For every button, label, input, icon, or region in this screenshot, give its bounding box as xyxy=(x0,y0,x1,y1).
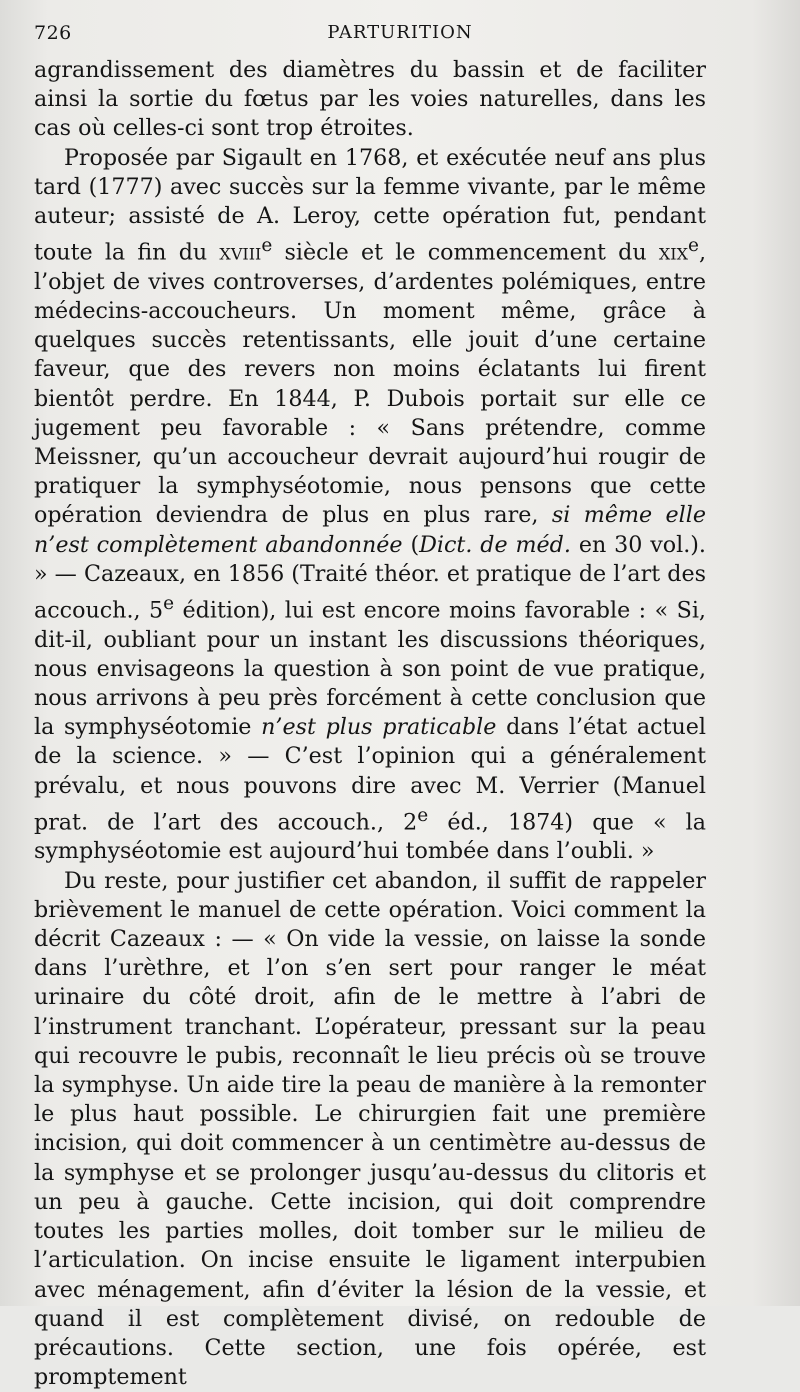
paragraph-history xyxy=(34,144,706,867)
page-header xyxy=(34,18,766,48)
page-number: 726 xyxy=(34,22,72,44)
text-run: siècle et le commencement du xyxy=(272,239,659,266)
text-run: édition), lui est encore moins favorable : « Si, dit-il, oubliant pour un instant les discussions théoriques, nous envisageons la question à son point de vue pratique, nous arrivons à peu près forcément à cette conclusion que la symphyséotomie xyxy=(34,597,706,741)
paragraph-procedure: Du reste, pour justifier cet abandon, il suffit de rappeler brièvement le manuel de cette opération. Voici comment la décrit Cazeaux : — « On vide la vessie, on laisse la sonde dans l’urèthre, et l’on s’en sert pour ranger le méat urinaire du côté droit, afin de le mettre à l’abri de l’instrument tranchant. L’opérateur, pressant sur la peau qui recouvre le pubis, reconnaît le lieu précis où se trouve la symphyse. Un aide tire la peau de manière à la remonter le plus haut possible. Le chirurgien fait une première incision, qui doit commencer à un centimètre au-dessus de la symphyse et se prolonger jusqu’au-dessus du clitoris et un peu à gauche. Cette incision, qui doit comprendre toutes les parties molles, doit tomber sur le milieu de l’articulation. On incise ensuite le ligament interpubien avec ménagement, afin d’éviter la lésion de la vessie, et quand il est complètement divisé, on redouble de précautions. Cette section, une fois opérée, est promptement xyxy=(34,867,706,1391)
superscript: e xyxy=(417,804,429,826)
text-run: dans l’état actuel de la science. » — C’est l’opinion qui a généralement prévalu, et nous pouvons dire avec M. Verrier (Manuel prat. de l’art des accouch., 2 xyxy=(34,714,706,836)
italic-citation: Dict. de méd. xyxy=(419,531,571,558)
century-numeral: xviii xyxy=(219,239,262,266)
text-run: Proposée par Sigault en 1768, et exécutée neuf ans plus tard (1777) avec succès sur la femme vivante, par le même auteur; assisté de A. Leroy, cette opération fut, pendant toute la fin du xyxy=(34,144,706,266)
italic-quote: si même elle n’est complètement abandonnée xyxy=(34,502,706,558)
paragraph-continuation: agrandissement des diamètres du bassin et de faciliter ainsi la sortie du fœtus par les voies naturelles, dans les cas où celles-ci sont trop étroites. xyxy=(34,57,706,142)
century-numeral: xix xyxy=(658,239,688,266)
superscript: e xyxy=(261,235,273,257)
italic-quote: n’est plus praticable xyxy=(261,714,497,741)
body-text xyxy=(34,56,706,1392)
running-title: PARTURITION xyxy=(327,22,473,43)
superscript: e xyxy=(687,235,699,257)
superscript: e xyxy=(163,593,175,615)
text-run: en 30 vol.). » — Cazeaux, en 1856 (Traité théor. et pratique de l’art des accouch., 5 xyxy=(34,531,706,624)
text-run: éd., 1874) que « la symphyséotomie est aujourd’hui tombée dans l’oubli. » xyxy=(34,809,706,865)
text-run: ( xyxy=(402,531,420,558)
text-run: , l’objet de vives controverses, d’ardentes polémiques, entre médecins-accoucheurs. Un moment même, grâce à quelques succès retentissants, elle jouit d’une certaine faveur, que des revers non moins éclatants lui firent bientôt perdre. En 1844, P. Dubois portait sur elle ce jugement peu favorable : « Sans prétendre, comme Meissner, qu’un accoucheur devrait aujourd’hui rougir de pratiquer la symphyséotomie, nous pensons que cette opération deviendra de plus en plus rare, xyxy=(34,239,706,529)
